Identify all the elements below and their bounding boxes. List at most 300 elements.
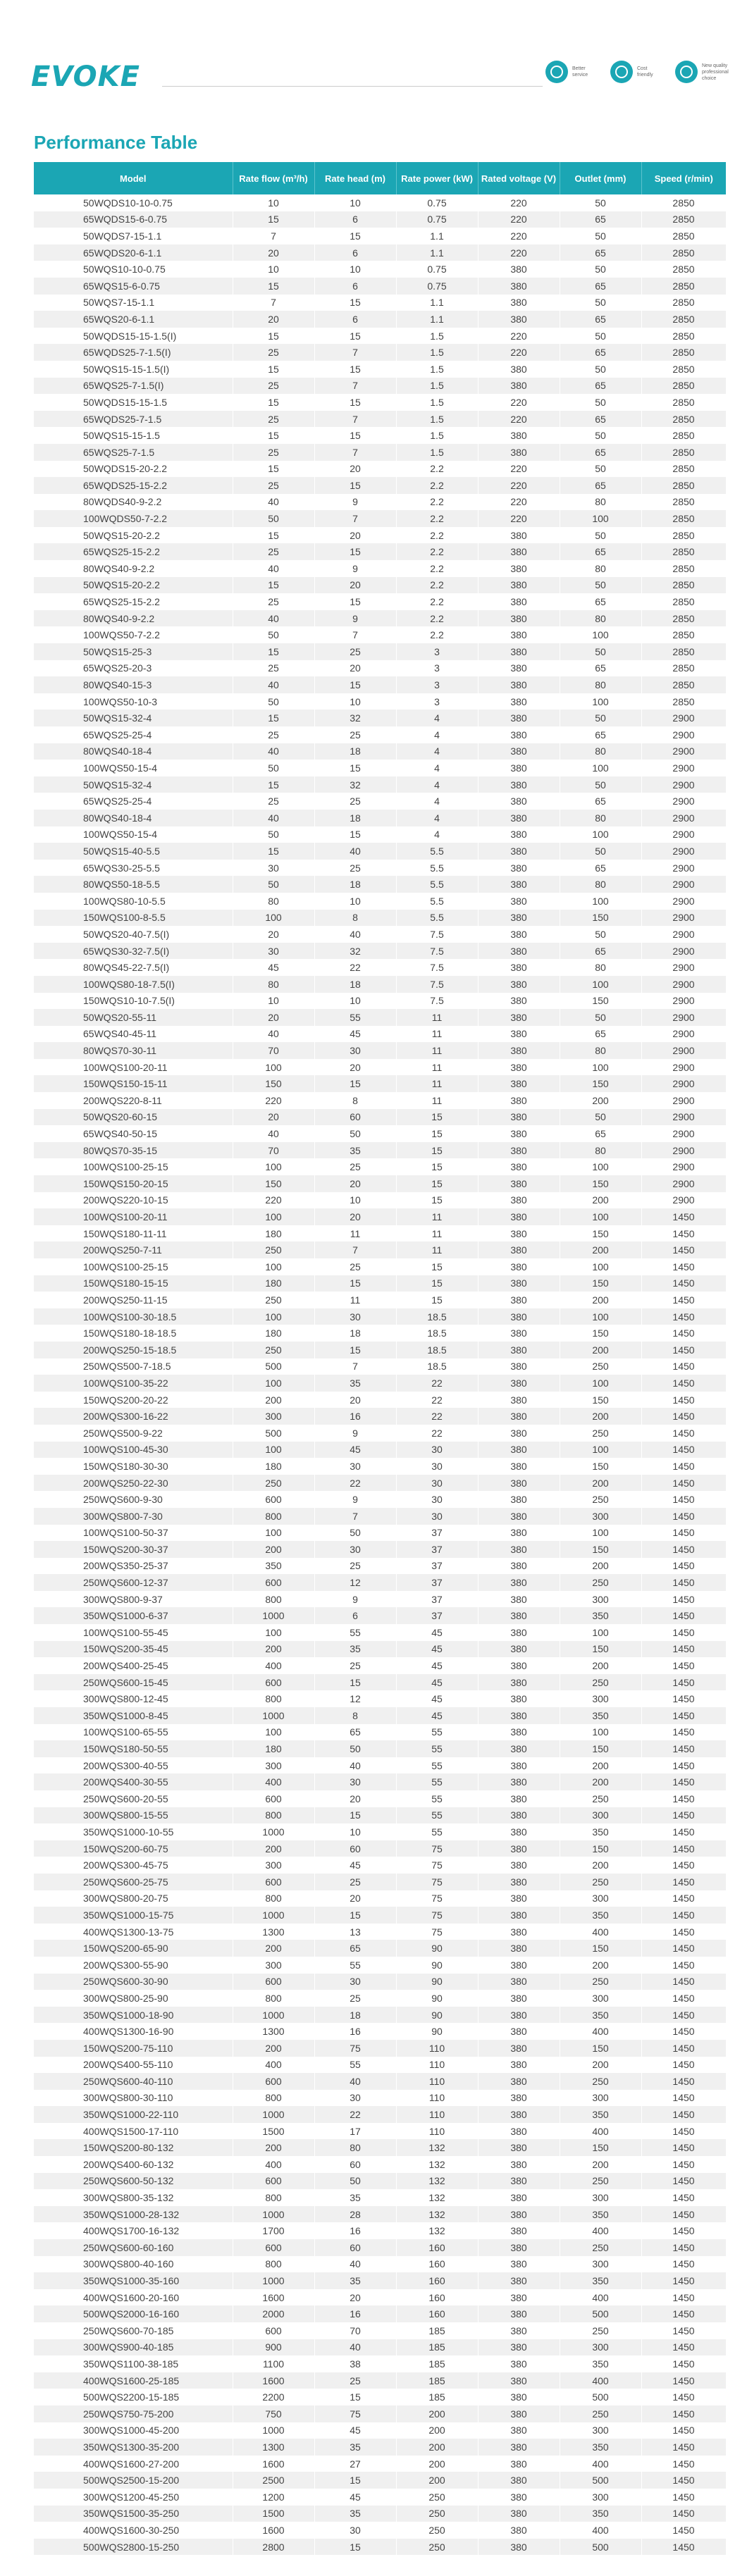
- cell-voltage: 380: [478, 1475, 560, 1492]
- cell-flow: 1000: [233, 2272, 314, 2289]
- cell-outlet: 150: [560, 1175, 641, 1192]
- cell-speed: 1450: [641, 1308, 726, 1325]
- cell-head: 18: [314, 876, 396, 893]
- cell-voltage: 380: [478, 2389, 560, 2405]
- cell-outlet: 80: [560, 876, 641, 893]
- cell-outlet: 200: [560, 1957, 641, 1974]
- table-row: [34, 1142, 726, 1159]
- cell-flow: 25: [233, 543, 314, 560]
- cell-voltage: 380: [478, 2272, 560, 2289]
- cell-head: 30: [314, 1773, 396, 1790]
- cell-flow: 30: [233, 860, 314, 877]
- cell-model: 400WQS1600-20-160: [34, 2289, 233, 2306]
- cell-model: 250WQS750-75-200: [34, 2405, 233, 2422]
- cell-power: 1.5: [396, 444, 478, 461]
- cell-outlet: 100: [560, 626, 641, 643]
- cell-voltage: 380: [478, 843, 560, 860]
- cell-model: 80WQS70-30-11: [34, 1042, 233, 1059]
- cell-model: 200WQS400-60-132: [34, 2156, 233, 2173]
- table-row: [34, 1674, 726, 1691]
- cell-speed: 1450: [641, 1525, 726, 1542]
- badge-text: Better service: [572, 66, 588, 78]
- cell-power: 18.5: [396, 1308, 478, 1325]
- cell-flow: 800: [233, 2256, 314, 2273]
- table-row: [34, 394, 726, 411]
- table-row: [34, 810, 726, 826]
- cell-power: 11: [396, 1075, 478, 1092]
- cell-speed: 2850: [641, 211, 726, 228]
- cell-speed: 1450: [641, 1591, 726, 1608]
- table-row: [34, 194, 726, 211]
- table-row: [34, 943, 726, 960]
- badge-cost-friendly: [610, 61, 664, 83]
- cell-head: 18: [314, 976, 396, 993]
- cell-outlet: 300: [560, 1807, 641, 1824]
- cell-model: 300WQS800-30-110: [34, 2090, 233, 2107]
- cell-outlet: 300: [560, 2422, 641, 2439]
- cell-head: 9: [314, 1425, 396, 1442]
- cell-speed: 2850: [641, 244, 726, 261]
- cell-model: 50WQS10-10-0.75: [34, 261, 233, 278]
- cell-outlet: 250: [560, 1790, 641, 1807]
- cell-voltage: 220: [478, 328, 560, 345]
- table-row: [34, 910, 726, 927]
- cell-model: 50WQS15-20-2.2: [34, 527, 233, 544]
- cell-model: 80WQDS40-9-2.2: [34, 494, 233, 511]
- cell-flow: 300: [233, 1857, 314, 1874]
- quality-icon: [675, 61, 698, 83]
- cell-voltage: 380: [478, 1225, 560, 1242]
- cell-head: 30: [314, 1458, 396, 1475]
- table-row: [34, 1641, 726, 1658]
- cell-voltage: 380: [478, 1508, 560, 1525]
- cell-voltage: 380: [478, 793, 560, 810]
- cell-outlet: 65: [560, 278, 641, 295]
- cell-power: 75: [396, 1924, 478, 1940]
- table-row: [34, 2372, 726, 2389]
- cell-head: 15: [314, 1807, 396, 1824]
- table-row: [34, 494, 726, 511]
- cell-speed: 1450: [641, 1773, 726, 1790]
- cell-power: 11: [396, 1009, 478, 1026]
- cell-head: 80: [314, 2139, 396, 2156]
- cell-head: 60: [314, 2156, 396, 2173]
- cell-voltage: 380: [478, 1158, 560, 1175]
- cell-outlet: 250: [560, 2405, 641, 2422]
- cell-model: 50WQS15-25-3: [34, 643, 233, 660]
- table-row: [34, 1541, 726, 1558]
- cell-flow: 100: [233, 1375, 314, 1392]
- cell-flow: 1300: [233, 2439, 314, 2456]
- cell-voltage: 380: [478, 610, 560, 627]
- table-row: [34, 228, 726, 244]
- cell-voltage: 380: [478, 1823, 560, 1840]
- cell-outlet: 50: [560, 261, 641, 278]
- cell-flow: 1200: [233, 2489, 314, 2506]
- cell-flow: 1000: [233, 1907, 314, 1924]
- cell-model: 200WQS300-16-22: [34, 1408, 233, 1425]
- section-title: Performance Table: [34, 132, 198, 153]
- cell-model: 250WQS600-20-55: [34, 1790, 233, 1807]
- cell-flow: 400: [233, 1657, 314, 1674]
- cell-model: 150WQS10-10-7.5(I): [34, 993, 233, 1010]
- cell-head: 35: [314, 2272, 396, 2289]
- table-row: [34, 2007, 726, 2024]
- cell-speed: 1450: [641, 1491, 726, 1508]
- cell-voltage: 380: [478, 1241, 560, 1258]
- cell-voltage: 380: [478, 726, 560, 743]
- cell-head: 65: [314, 1724, 396, 1741]
- cell-voltage: 380: [478, 1192, 560, 1209]
- cell-flow: 200: [233, 1641, 314, 1658]
- cell-flow: 1000: [233, 1607, 314, 1624]
- cell-speed: 2850: [641, 593, 726, 610]
- table-row: [34, 1624, 726, 1641]
- cell-outlet: 150: [560, 993, 641, 1010]
- cell-power: 110: [396, 2073, 478, 2090]
- cell-voltage: 380: [478, 1142, 560, 1159]
- cell-outlet: 80: [560, 1042, 641, 1059]
- table-row: [34, 1990, 726, 2007]
- cell-voltage: 380: [478, 643, 560, 660]
- cell-head: 35: [314, 1142, 396, 1159]
- cell-outlet: 100: [560, 1724, 641, 1741]
- cell-flow: 100: [233, 1208, 314, 1225]
- cell-model: 300WQS800-35-132: [34, 2189, 233, 2206]
- table-row: [34, 1907, 726, 1924]
- cell-outlet: 300: [560, 2256, 641, 2273]
- cell-flow: 250: [233, 1292, 314, 1308]
- cell-model: 100WQS100-65-55: [34, 1724, 233, 1741]
- cell-head: 40: [314, 2256, 396, 2273]
- cell-flow: 400: [233, 1773, 314, 1790]
- cell-flow: 100: [233, 1158, 314, 1175]
- table-row: [34, 1724, 726, 1741]
- cell-flow: 25: [233, 660, 314, 677]
- cell-flow: 800: [233, 1508, 314, 1525]
- cell-power: 132: [396, 2173, 478, 2190]
- cell-model: 200WQS350-25-37: [34, 1558, 233, 1575]
- cell-voltage: 380: [478, 1990, 560, 2007]
- table-row: [34, 660, 726, 677]
- cell-speed: 1450: [641, 1707, 726, 1724]
- cell-speed: 2850: [641, 543, 726, 560]
- cell-outlet: 100: [560, 1525, 641, 1542]
- cell-power: 1.5: [396, 378, 478, 395]
- cell-power: 160: [396, 2272, 478, 2289]
- cell-voltage: 380: [478, 361, 560, 378]
- cell-outlet: 80: [560, 610, 641, 627]
- cell-voltage: 220: [478, 394, 560, 411]
- cell-outlet: 250: [560, 1974, 641, 1990]
- cell-head: 40: [314, 843, 396, 860]
- cell-speed: 1450: [641, 2106, 726, 2123]
- cell-model: 65WQS30-25-5.5: [34, 860, 233, 877]
- cell-speed: 2900: [641, 959, 726, 976]
- cell-model: 65WQS25-15-2.2: [34, 593, 233, 610]
- cell-voltage: 380: [478, 1125, 560, 1142]
- cell-voltage: 380: [478, 1857, 560, 1874]
- cell-speed: 2850: [641, 295, 726, 311]
- cell-power: 5.5: [396, 876, 478, 893]
- cell-power: 30: [396, 1442, 478, 1459]
- cell-model: 50WQS15-32-4: [34, 710, 233, 726]
- cell-model: 150WQS180-50-55: [34, 1740, 233, 1757]
- cell-model: 50WQS20-40-7.5(I): [34, 926, 233, 943]
- cell-outlet: 50: [560, 1109, 641, 1126]
- cell-power: 200: [396, 2439, 478, 2456]
- cell-power: 0.75: [396, 261, 478, 278]
- cell-head: 12: [314, 1574, 396, 1591]
- cell-speed: 2900: [641, 743, 726, 760]
- cell-head: 20: [314, 577, 396, 594]
- cell-outlet: 250: [560, 2073, 641, 2090]
- cell-flow: 100: [233, 910, 314, 927]
- cell-head: 35: [314, 2506, 396, 2522]
- cell-speed: 1450: [641, 2073, 726, 2090]
- table-row: [34, 1525, 726, 1542]
- cell-power: 22: [396, 1425, 478, 1442]
- cell-outlet: 200: [560, 1475, 641, 1492]
- cell-flow: 15: [233, 361, 314, 378]
- cell-head: 20: [314, 1790, 396, 1807]
- cell-outlet: 200: [560, 1857, 641, 1874]
- cell-voltage: 380: [478, 2057, 560, 2074]
- cell-outlet: 150: [560, 1940, 641, 1957]
- table-row: [34, 1241, 726, 1258]
- cell-power: 37: [396, 1558, 478, 1575]
- table-row: [34, 2389, 726, 2405]
- cell-outlet: 65: [560, 593, 641, 610]
- table-row: [34, 1558, 726, 1575]
- cell-voltage: 380: [478, 676, 560, 693]
- cell-flow: 180: [233, 1740, 314, 1757]
- cell-model: 200WQS400-55-110: [34, 2057, 233, 2074]
- cell-power: 30: [396, 1475, 478, 1492]
- table-row: [34, 1042, 726, 1059]
- cell-speed: 1450: [641, 1408, 726, 1425]
- cell-voltage: 380: [478, 1940, 560, 1957]
- cell-head: 55: [314, 2057, 396, 2074]
- cell-flow: 20: [233, 244, 314, 261]
- cell-model: 50WQS15-32-4: [34, 776, 233, 793]
- cell-power: 3: [396, 643, 478, 660]
- cell-flow: 600: [233, 1974, 314, 1990]
- cell-power: 11: [396, 1208, 478, 1225]
- cell-outlet: 65: [560, 211, 641, 228]
- cell-model: 50WQDS15-20-2.2: [34, 461, 233, 478]
- cell-speed: 1450: [641, 1690, 726, 1707]
- cell-voltage: 380: [478, 1325, 560, 1342]
- cell-model: 80WQS50-18-5.5: [34, 876, 233, 893]
- table-row: [34, 1857, 726, 1874]
- cell-model: 50WQS7-15-1.1: [34, 295, 233, 311]
- cell-head: 6: [314, 278, 396, 295]
- cell-outlet: 350: [560, 2272, 641, 2289]
- cell-outlet: 65: [560, 244, 641, 261]
- cell-model: 100WQS100-35-22: [34, 1375, 233, 1392]
- table-row: [34, 976, 726, 993]
- cell-speed: 2900: [641, 876, 726, 893]
- table-row: [34, 2305, 726, 2322]
- cell-power: 185: [396, 2322, 478, 2339]
- cell-power: 90: [396, 1990, 478, 2007]
- cell-head: 7: [314, 411, 396, 428]
- cell-speed: 1450: [641, 2173, 726, 2190]
- cell-power: 4: [396, 826, 478, 843]
- table-row: [34, 2489, 726, 2506]
- cell-flow: 400: [233, 2057, 314, 2074]
- cell-voltage: 380: [478, 1175, 560, 1192]
- cell-voltage: 380: [478, 1690, 560, 1707]
- cell-head: 25: [314, 1558, 396, 1575]
- cell-model: 200WQS400-25-45: [34, 1657, 233, 1674]
- cell-flow: 15: [233, 843, 314, 860]
- cell-model: 80WQS40-9-2.2: [34, 610, 233, 627]
- table-row: [34, 1175, 726, 1192]
- cell-model: 100WQDS50-7-2.2: [34, 510, 233, 527]
- cell-voltage: 380: [478, 1458, 560, 1475]
- cell-power: 1.1: [396, 295, 478, 311]
- cell-head: 17: [314, 2123, 396, 2140]
- table-row: [34, 1375, 726, 1392]
- cell-flow: 400: [233, 2156, 314, 2173]
- cell-outlet: 100: [560, 760, 641, 776]
- cell-flow: 1300: [233, 2023, 314, 2040]
- table-row: [34, 1125, 726, 1142]
- cell-flow: 2000: [233, 2305, 314, 2322]
- cell-power: 75: [396, 1874, 478, 1890]
- cell-head: 30: [314, 1541, 396, 1558]
- cell-outlet: 350: [560, 2355, 641, 2372]
- cell-voltage: 380: [478, 1591, 560, 1608]
- cell-outlet: 100: [560, 1442, 641, 1459]
- cell-model: 150WQS200-65-90: [34, 1940, 233, 1957]
- cell-outlet: 80: [560, 959, 641, 976]
- cell-speed: 1450: [641, 2023, 726, 2040]
- cell-power: 15: [396, 1258, 478, 1275]
- cell-power: 200: [396, 2422, 478, 2439]
- cell-head: 12: [314, 1690, 396, 1707]
- cell-model: 100WQS80-10-5.5: [34, 893, 233, 910]
- table-row: [34, 1026, 726, 1043]
- cell-outlet: 500: [560, 2539, 641, 2556]
- cell-flow: 15: [233, 527, 314, 544]
- cell-voltage: 380: [478, 860, 560, 877]
- cell-model: 80WQS40-15-3: [34, 676, 233, 693]
- performance-table-wrap: [34, 162, 726, 2555]
- cell-voltage: 380: [478, 1525, 560, 1542]
- cell-flow: 25: [233, 344, 314, 361]
- table-row: [34, 2289, 726, 2306]
- cell-outlet: 50: [560, 843, 641, 860]
- cell-flow: 800: [233, 1890, 314, 1907]
- cell-speed: 2850: [641, 610, 726, 627]
- cell-outlet: 500: [560, 2305, 641, 2322]
- user-service-icon: [545, 61, 568, 83]
- table-row: [34, 793, 726, 810]
- cell-outlet: 350: [560, 2506, 641, 2522]
- cell-power: 90: [396, 1940, 478, 1957]
- cell-flow: 600: [233, 2073, 314, 2090]
- cell-head: 25: [314, 1657, 396, 1674]
- cell-voltage: 380: [478, 1258, 560, 1275]
- cell-outlet: 150: [560, 1225, 641, 1242]
- cell-model: 150WQS200-30-37: [34, 1541, 233, 1558]
- cell-model: 300WQS800-9-37: [34, 1591, 233, 1608]
- cell-voltage: 220: [478, 411, 560, 428]
- cell-voltage: 380: [478, 2023, 560, 2040]
- cell-flow: 25: [233, 477, 314, 494]
- cell-voltage: 380: [478, 1009, 560, 1026]
- table-row: [34, 1790, 726, 1807]
- cell-flow: 2200: [233, 2389, 314, 2405]
- table-header-row: [34, 162, 726, 194]
- cell-head: 50: [314, 1125, 396, 1142]
- cell-power: 2.2: [396, 626, 478, 643]
- cell-head: 18: [314, 743, 396, 760]
- cell-power: 11: [396, 1241, 478, 1258]
- cell-power: 15: [396, 1175, 478, 1192]
- table-row: [34, 444, 726, 461]
- cell-speed: 1450: [641, 2389, 726, 2405]
- cell-flow: 200: [233, 2139, 314, 2156]
- cell-model: 65WQDS15-6-0.75: [34, 211, 233, 228]
- cell-flow: 25: [233, 444, 314, 461]
- table-row: [34, 1823, 726, 1840]
- cell-model: 150WQS180-18-18.5: [34, 1325, 233, 1342]
- cell-head: 15: [314, 328, 396, 345]
- cell-flow: 20: [233, 1109, 314, 1126]
- cell-head: 20: [314, 1392, 396, 1408]
- cell-speed: 1450: [641, 2239, 726, 2256]
- cell-model: 65WQS25-7-1.5(I): [34, 378, 233, 395]
- cell-power: 5.5: [396, 910, 478, 927]
- cell-outlet: 150: [560, 1840, 641, 1857]
- cell-speed: 2900: [641, 776, 726, 793]
- cell-speed: 2900: [641, 710, 726, 726]
- cell-voltage: 380: [478, 444, 560, 461]
- cell-flow: 70: [233, 1142, 314, 1159]
- cell-flow: 1600: [233, 2289, 314, 2306]
- cell-outlet: 150: [560, 2040, 641, 2057]
- cell-outlet: 50: [560, 527, 641, 544]
- cell-head: 15: [314, 295, 396, 311]
- cell-power: 1.1: [396, 228, 478, 244]
- cell-model: 65WQS25-25-4: [34, 726, 233, 743]
- cell-flow: 15: [233, 427, 314, 444]
- cell-power: 11: [396, 1059, 478, 1076]
- cell-outlet: 100: [560, 1059, 641, 1076]
- cell-power: 75: [396, 1907, 478, 1924]
- table-row: [34, 2256, 726, 2273]
- cell-flow: 100: [233, 1724, 314, 1741]
- cell-outlet: 150: [560, 1325, 641, 1342]
- cell-voltage: 380: [478, 1425, 560, 1442]
- cell-power: 185: [396, 2372, 478, 2389]
- page-header: [0, 0, 747, 106]
- cell-flow: 200: [233, 1940, 314, 1957]
- cell-speed: 1450: [641, 1641, 726, 1658]
- table-row: [34, 2057, 726, 2074]
- cell-speed: 2900: [641, 926, 726, 943]
- cell-flow: 25: [233, 378, 314, 395]
- cell-power: 37: [396, 1574, 478, 1591]
- cell-speed: 1450: [641, 1957, 726, 1974]
- table-row: [34, 1075, 726, 1092]
- cell-power: 5.5: [396, 893, 478, 910]
- cell-speed: 2850: [641, 261, 726, 278]
